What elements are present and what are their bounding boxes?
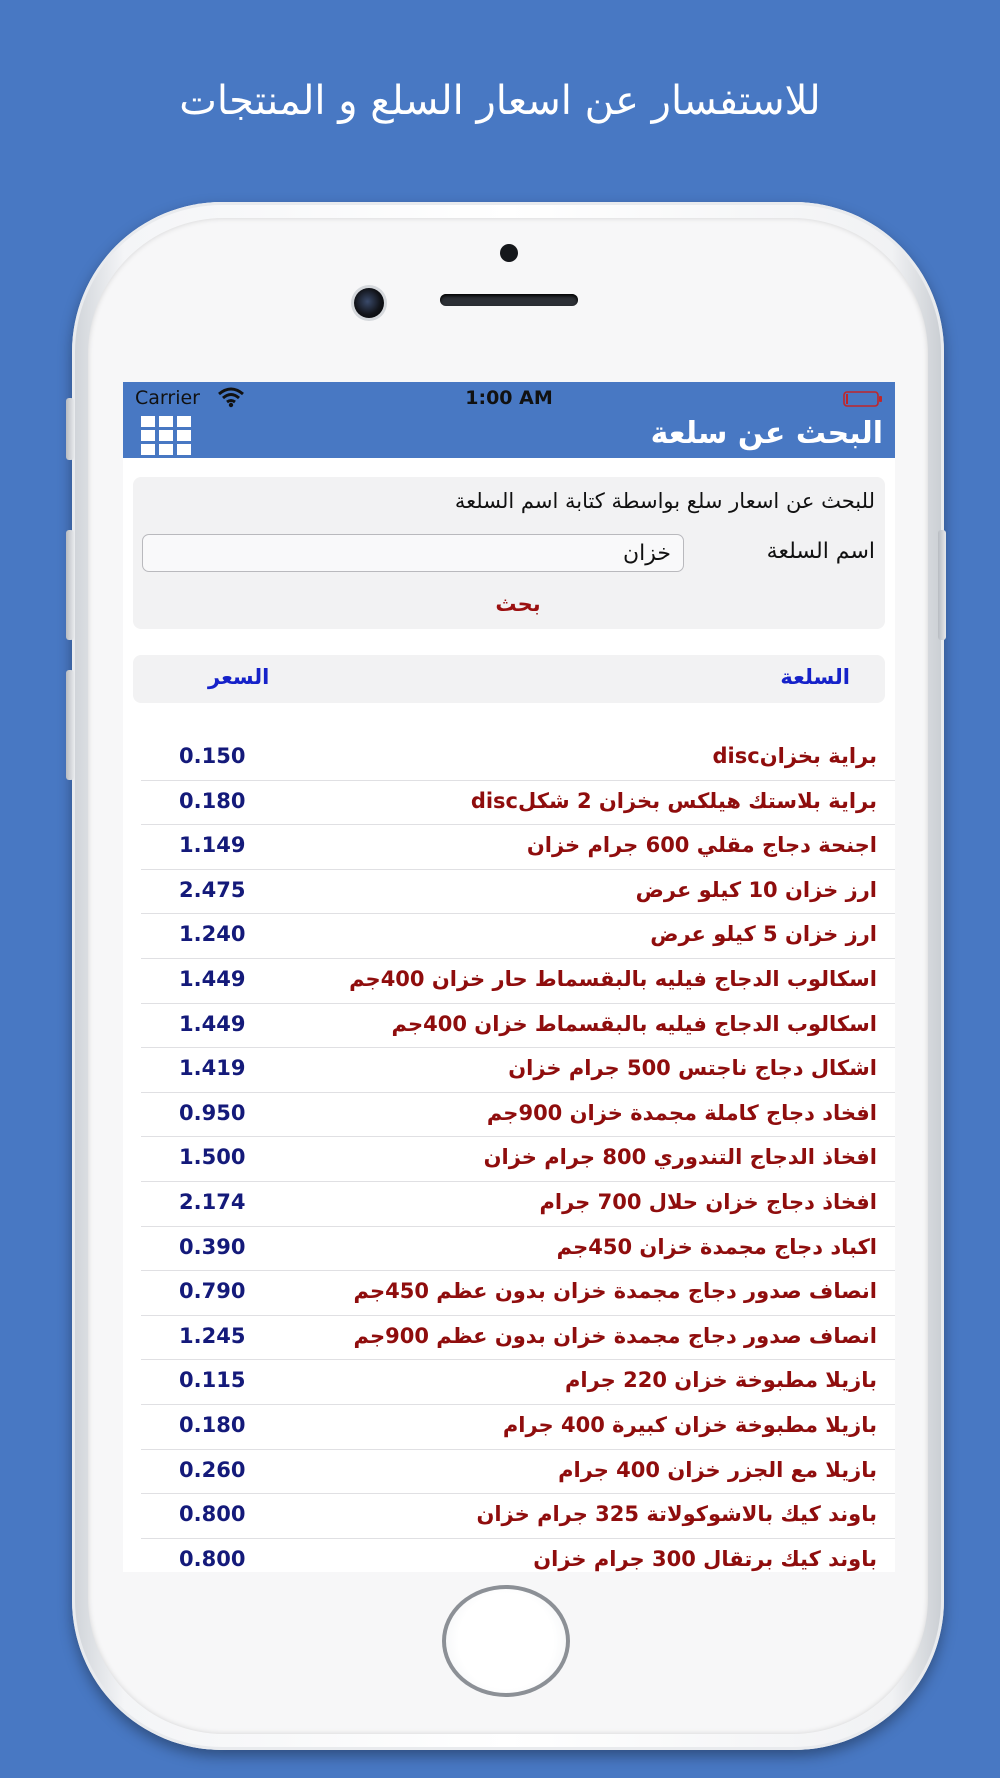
table-row[interactable] <box>141 914 895 959</box>
row-item-name: بازيلا مطبوخة خزان 220 جرام <box>565 1368 877 1393</box>
battery-icon <box>843 390 883 406</box>
row-item-price: 0.800 <box>179 1502 246 1527</box>
row-item-price: 1.449 <box>179 966 246 991</box>
row-item-name: اسكالوب الدجاج فيليه بالبقسماط حار خزان 400جم <box>349 966 877 991</box>
row-item-price: 1.449 <box>179 1011 246 1036</box>
table-row[interactable] <box>141 1137 895 1182</box>
page-title: البحث عن سلعة <box>650 416 883 451</box>
table-row[interactable] <box>141 1048 895 1093</box>
row-item-name: براية بلاستك هيلكس بخزان 2 شكلdisc <box>470 788 877 813</box>
table-row[interactable] <box>141 781 895 826</box>
row-item-name: انصاف صدور دجاج مجمدة خزان بدون عظم 900جم <box>353 1323 877 1348</box>
row-item-name: ارز خزان 10 كيلو عرض <box>635 877 877 902</box>
power-button <box>938 530 946 640</box>
row-item-price: 0.115 <box>179 1368 246 1393</box>
row-item-price: 0.800 <box>179 1546 246 1571</box>
row-item-price: 0.790 <box>179 1279 246 1304</box>
table-row[interactable] <box>141 1182 895 1227</box>
table-row[interactable] <box>141 1539 895 1572</box>
results-list[interactable] <box>123 736 895 1572</box>
row-item-price: 0.950 <box>179 1100 246 1125</box>
table-row[interactable] <box>141 870 895 915</box>
column-header-price: السعر <box>208 665 270 689</box>
proximity-sensor <box>500 244 518 262</box>
row-item-price: 1.149 <box>179 833 246 858</box>
row-item-name: اسكالوب الدجاج فيليه بالبقسماط خزان 400جم <box>391 1011 877 1036</box>
row-item-price: 1.419 <box>179 1056 246 1081</box>
row-item-name: بازيلا مع الجزر خزان 400 جرام <box>558 1457 877 1482</box>
earpiece-speaker <box>440 294 578 306</box>
search-hint: للبحث عن اسعار سلع بواسطة كتابة اسم السلعة <box>454 489 875 513</box>
item-name-label: اسم السلعة <box>766 539 875 564</box>
row-item-name: افخاذ الدجاج التندوري 800 جرام خزان <box>483 1145 877 1170</box>
search-panel <box>133 477 885 629</box>
row-item-price: 2.475 <box>179 877 246 902</box>
promo-caption: للاستفسار عن اسعار السلع و المنتجات <box>179 78 821 124</box>
row-item-name: افخاذ دجاج خزان حلال 700 جرام <box>539 1189 877 1214</box>
row-item-name: اجنحة دجاج مقلي 600 جرام خزان <box>526 833 877 858</box>
app-screen <box>123 382 895 1572</box>
table-row[interactable] <box>141 959 895 1004</box>
row-item-name: باوند كيك بالاشوكولاتة 325 جرام خزان <box>476 1502 877 1527</box>
row-item-price: 0.180 <box>179 788 246 813</box>
row-item-price: 1.500 <box>179 1145 246 1170</box>
row-item-name: براية بخزانdisc <box>712 744 877 768</box>
grid-icon[interactable] <box>140 415 192 461</box>
search-input[interactable] <box>142 534 684 572</box>
row-item-price: 0.260 <box>179 1457 246 1482</box>
row-item-price: 1.240 <box>179 922 246 947</box>
row-item-name: باوند كيك برتقال 300 جرام خزان <box>533 1546 877 1571</box>
row-item-price: 2.174 <box>179 1189 246 1214</box>
table-row[interactable] <box>141 1316 895 1361</box>
row-item-price: 0.150 <box>179 744 246 768</box>
row-item-name: بازيلا مطبوخة خزان كبيرة 400 جرام <box>502 1412 877 1437</box>
mute-switch <box>66 398 74 460</box>
table-row[interactable] <box>141 1494 895 1539</box>
front-camera <box>354 288 384 318</box>
volume-up-button <box>66 530 74 640</box>
table-row[interactable] <box>141 1227 895 1272</box>
row-item-name: انصاف صدور دجاج مجمدة خزان بدون عظم 450جم <box>353 1279 877 1304</box>
row-item-price: 0.180 <box>179 1412 246 1437</box>
home-button[interactable] <box>442 1585 570 1697</box>
table-row[interactable] <box>141 736 895 781</box>
row-item-price: 0.390 <box>179 1234 246 1259</box>
carrier-label: Carrier <box>135 387 200 409</box>
navigation-bar <box>123 414 895 458</box>
row-item-price: 1.245 <box>179 1323 246 1348</box>
volume-down-button <box>66 670 74 780</box>
table-row[interactable] <box>141 1004 895 1049</box>
table-row[interactable] <box>141 1271 895 1316</box>
table-row[interactable] <box>141 1405 895 1450</box>
table-row[interactable] <box>141 1360 895 1405</box>
clock: 1:00 AM <box>465 387 553 409</box>
table-header <box>133 655 885 703</box>
table-row[interactable] <box>141 1450 895 1495</box>
status-bar <box>123 382 895 414</box>
table-row[interactable] <box>141 825 895 870</box>
search-button[interactable]: بحث <box>483 589 553 619</box>
row-item-name: اكباد دجاج مجمدة خزان 450جم <box>556 1234 877 1259</box>
column-header-item: السلعة <box>780 665 850 689</box>
row-item-name: ارز خزان 5 كيلو عرض <box>650 922 877 947</box>
table-row[interactable] <box>141 1093 895 1138</box>
row-item-name: اشكال دجاج ناجتس 500 جرام خزان <box>508 1056 877 1081</box>
row-item-name: افخاد دجاج كاملة مجمدة خزان 900جم <box>486 1100 877 1125</box>
